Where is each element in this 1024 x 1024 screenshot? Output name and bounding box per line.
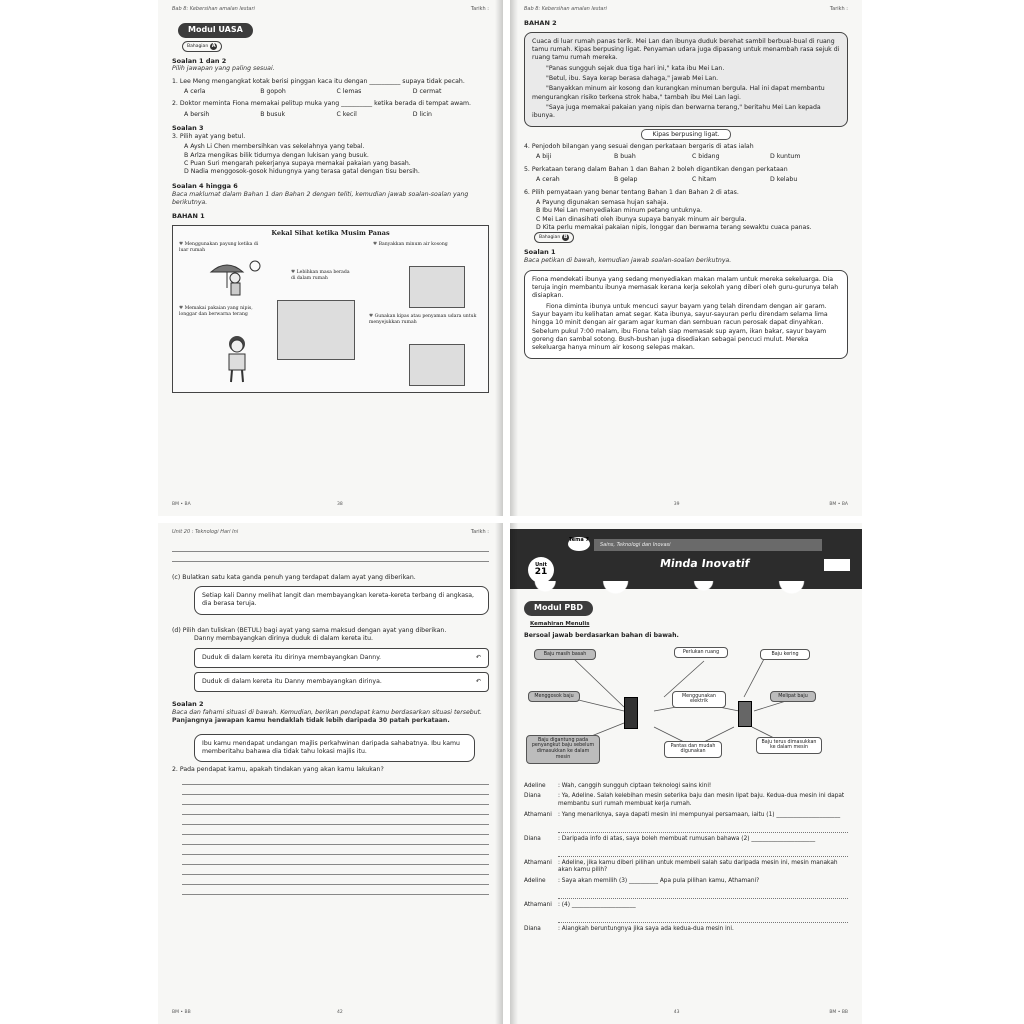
option[interactable]: D Nadia menggosok-gosok hidungnya yang terasa gatal dengan tisu bersih. <box>184 168 420 176</box>
answer-line[interactable] <box>182 875 489 885</box>
bahan-label: BAHAN 1 <box>172 212 205 221</box>
page-number: 39 <box>673 501 680 507</box>
poster-item: ♥ Menggunakan payung ketika di luar rumah <box>179 242 269 254</box>
answer-line[interactable] <box>182 835 489 845</box>
answer-line[interactable] <box>182 865 489 875</box>
section-title: Soalan 2 <box>172 700 204 709</box>
speech: : Adeline, jika kamu diberi pilihan untuk membeli salah satu daripada mesin ini, mesin manakah akan kamu pilih? <box>558 859 838 874</box>
instruction: Baca maklumat dalam Bahan 1 dan Bahan 2 dengan teliti, kemudian jawab soalan-soalan yang berikutnya. <box>172 190 469 206</box>
page-number: 38 <box>336 501 343 507</box>
option[interactable]: C kecil <box>336 110 357 118</box>
option[interactable]: A cerah <box>536 176 560 184</box>
poster-item: ♥ Memakai pakaian yang nipis, longgar dan berwarna terang <box>179 306 271 318</box>
unit-banner <box>510 529 862 589</box>
mind-map-node: Pantas dan mudah digunakan <box>664 741 722 759</box>
paragraph: Fiona diminta ibunya untuk mencuci sayur bayam yang telah direndam dengan air garam. Sayur bayam itu kelihatan amat segar. Kata ibunya, sayur-sayuran perlu direndam selama lima hingga 10 minit dengan air garam agar kuman dan sembuan racun perosak dapat dinyahkan. Sebelum pukul 7:00 malam, ibu Fiona telah siap memasak sup ayam, ikan bakar, sayur bayam goreng dan sambal sotong. Bush-bushan juga disediakan sebagai pencuci mulut. Mereka sekeluarga hanya minum air kosong selepas makan. <box>532 302 828 352</box>
fan-picture <box>409 344 465 386</box>
question-d: (d) Pilih dan tuliskan (BETUL) bagi ayat yang sama maksud dengan ayat yang diberikan. <box>172 626 447 634</box>
unit-title: Minda Inovatif <box>659 557 751 570</box>
answer-line[interactable] <box>182 785 489 795</box>
question-2: 2. Doktor meminta Fiona memakai pelitup muka yang __________ ketika berada di tempat awam. <box>172 100 472 108</box>
option[interactable]: B busuk <box>260 110 286 118</box>
option[interactable]: D kelabu <box>770 176 798 184</box>
speech: : Saya akan memilih (3) __________ Apa pula pilihan kamu, Athamani? <box>558 878 760 885</box>
footer-code: BM • BB <box>829 1009 848 1015</box>
instruction: Baca petikan di bawah, kemudian jawab soalan-soalan berikutnya. <box>524 257 732 265</box>
instruction: Baca dan fahami situasi di bawah. Kemudian, berikan pendapat kamu berdasarkan situasi tersebut. <box>172 709 483 717</box>
theme-ribbon: Sains, Teknologi dan Inovasi <box>594 539 822 551</box>
option[interactable]: B gelap <box>614 176 638 184</box>
speech: : Alangkah beruntungnya jika saya ada kedua-dua mesin ini. <box>558 925 734 932</box>
footer-code: BM • BA <box>829 501 848 507</box>
arrow-icon: ↶ <box>475 677 481 685</box>
option[interactable]: D cermat <box>412 88 442 96</box>
mind-map-node: Perlukan ruang <box>674 647 728 659</box>
word-limit-note: Panjangnya jawapan kamu hendaklah tidak lebih daripada 30 patah perkataan. <box>172 717 450 725</box>
paragraph: "Banyakkan minum air kosong dan kurangkan minuman bergula. Hal ini dapat membantu mengurangkan risiko terkena strok haba," tambah ibu Mei Lan lagi. <box>532 85 825 101</box>
section-title: Soalan 4 hingga 6 <box>172 181 238 190</box>
mind-map-node: Baju terus dimasukkan ke dalam mesin <box>756 737 822 755</box>
option-box[interactable]: Duduk di dalam kereta itu Danny membayangkan dirinya. ↶ <box>194 672 489 692</box>
section-title: Soalan 1 dan 2 <box>172 56 227 65</box>
skill-label: Kemahiran Menulis <box>530 620 590 627</box>
bahan-2-box <box>524 32 848 127</box>
mind-map-node: Menggunakan elektrik <box>672 691 726 709</box>
poster-title: Kekal Sihat ketika Musim Panas <box>271 228 390 237</box>
date-field: Tarikh : <box>829 6 848 12</box>
speech: : Daripada info di atas, saya boleh membuat rumusan bahawa (2) ______________________ <box>558 835 816 842</box>
standard-box <box>824 559 850 571</box>
arrow-icon: ↶ <box>475 653 481 661</box>
page-header: Bab 8: Kebersihan amalan lestari <box>172 6 255 12</box>
speech: : Ya, Adeline. Salah kelebihan mesin seterika baju dan mesin lipat baju. Kedua-dua mesin ini dapat membantu suri rumah membuat kerja rumah. <box>558 793 845 808</box>
option[interactable]: D Kita perlu memakai pakaian nipis, longgar dan berwarna terang sewaktu cuaca panas. <box>536 223 812 231</box>
page-number: 42 <box>336 1009 343 1015</box>
answer-line[interactable] <box>558 913 848 923</box>
page-header: Unit 20 : Teknologi Hari Ini <box>172 529 239 535</box>
folding-machine-icon <box>738 701 752 727</box>
answer-line[interactable] <box>182 805 489 815</box>
option[interactable]: A Payung digunakan semasa hujan sahaja. <box>536 198 669 206</box>
poster-item: ♥ Banyakkan minum air kosong <box>373 242 483 248</box>
answer-line[interactable] <box>172 542 489 552</box>
speaker: Diana <box>524 835 541 842</box>
bahan-label: BAHAN 2 <box>524 18 557 27</box>
modul-pbd-badge: Modul PBD <box>524 601 593 616</box>
indoor-family-picture <box>277 300 355 360</box>
option[interactable]: A cerla <box>184 88 206 96</box>
section-title: Soalan 3 <box>172 124 204 133</box>
given-sentence: Danny membayangkan dirinya duduk di dalam kereta itu. <box>194 635 374 643</box>
mind-map-node: Baju kering <box>760 649 810 661</box>
answer-line[interactable] <box>182 825 489 835</box>
mind-map-node: Baju digantung pada penyangkut baju sebelum dimasukkan ke dalam mesin <box>526 735 600 764</box>
page-number: 43 <box>673 1009 680 1015</box>
speech: : Yang menariknya, saya dapati mesin ini mempunyai persamaan, iaitu (1) ______________________ <box>558 812 841 819</box>
options-q2 <box>172 111 489 119</box>
answer-line[interactable] <box>182 795 489 805</box>
option[interactable]: A biji <box>536 153 552 161</box>
options-q3 <box>172 143 489 176</box>
option[interactable]: C lemas <box>336 88 362 96</box>
question-6: 6. Pilih pernyataan yang benar tentang Bahan 1 dan Bahan 2 di atas. <box>524 188 739 196</box>
option[interactable]: C Mei Lan dinasihati oleh ibunya supaya banyak minum air bergula. <box>536 215 747 223</box>
section-tag: Bahagian A <box>182 41 222 52</box>
answer-line[interactable] <box>182 845 489 855</box>
answer-line[interactable] <box>182 885 489 895</box>
modul-uasa-badge: Modul UASA <box>178 23 253 38</box>
option[interactable]: B buah <box>614 153 636 161</box>
paragraph: Cuaca di luar rumah panas terik. Mei Lan dan ibunya duduk berehat sambil berbual-bual di ruang tamu rumah. Kipas berpusing ligat. Penyaman udara juga dipasang untuk menambah rasa sejuk di ruang tamu rumah mereka. <box>532 37 840 62</box>
answer-line[interactable] <box>558 847 848 857</box>
speaker: Diana <box>524 925 541 932</box>
speech: : (4) ______________________ <box>558 902 636 909</box>
water-dispenser-picture <box>409 266 465 308</box>
answer-line[interactable] <box>558 823 848 833</box>
footer-code: BM • BB <box>172 1009 191 1015</box>
boy-illustration <box>217 334 257 384</box>
underlined-sentence: Kipas berpusing ligat. <box>641 129 730 140</box>
poster-bahan-1 <box>172 225 489 393</box>
passage-box <box>524 270 848 359</box>
answer-line[interactable] <box>182 815 489 825</box>
poster-item: ♥ Lebihkan masa berada di dalam rumah <box>291 270 351 282</box>
option[interactable]: A Aysh Li Chen membersihkan vas sekelahnya yang tebal. <box>184 143 365 151</box>
speaker: Athamani <box>524 859 552 866</box>
option[interactable]: A bersih <box>184 110 210 118</box>
paragraph: Fiona mendekati ibunya yang sedang menyediakan makan malam untuk mereka sekeluarga. Dia teruja ingin membantu ibunya memasak kerana kerja sekolah yang diberi oleh guru-gurunya telah disiapkan. <box>532 275 839 300</box>
workbook-page-42 <box>158 523 503 1024</box>
options-q4 <box>524 153 848 161</box>
mind-map-node: Baju masih basah <box>534 649 596 661</box>
option[interactable]: D licin <box>412 110 432 118</box>
paragraph: "Panas sungguh sejak dua tiga hari ini," kata ibu Mei Lan. <box>546 64 725 72</box>
paragraph: "Betul, ibu. Saya kerap berasa dahaga," jawab Mei Lan. <box>546 74 719 82</box>
workbook-page-39 <box>510 0 862 516</box>
mind-map-node: Melipat baju <box>770 691 816 703</box>
date-field: Tarikh : <box>470 529 489 535</box>
section-title: Soalan 1 <box>524 248 556 257</box>
speaker: Athamani <box>524 812 552 819</box>
workbook-page-43 <box>510 523 862 1024</box>
question-c: (c) Bulatkan satu kata ganda penuh yang terdapat dalam ayat yang diberikan. <box>172 573 416 581</box>
speaker: Athamani <box>524 902 552 909</box>
option-box[interactable]: Duduk di dalam kereta itu dirinya membayangkan Danny. ↶ <box>194 648 489 668</box>
options-q5 <box>524 176 848 184</box>
paragraph: "Saya juga memakai pakaian yang nipis dan berwarna terang," beritahu Mei Lan kepada ibunya. <box>532 104 821 120</box>
mind-map-node: Menggosok baju <box>528 691 580 703</box>
speaker: Adeline <box>524 782 546 789</box>
speaker: Diana <box>524 793 541 800</box>
ironing-machine-icon <box>624 697 638 729</box>
poster-item: ♥ Gunakan kipas atau penyaman udara untuk menyejukkan rumah <box>369 314 483 326</box>
option[interactable]: D kuntum <box>770 153 801 161</box>
unit-badge: Unit 21 <box>528 557 554 583</box>
sentence-box: Setiap kali Danny melihat langit dan membayangkan kereta-kereta terbang di angkasa, dia berasa teruja. <box>194 586 489 615</box>
mind-map <box>524 647 848 777</box>
option[interactable]: B gopoh <box>260 88 286 96</box>
answer-line[interactable] <box>182 775 489 785</box>
question-4: 4. Penjodoh bilangan yang sesuai dengan perkataan bergaris di atas ialah <box>524 143 754 151</box>
option[interactable]: C bidang <box>692 153 720 161</box>
section-tag: Bahagian B <box>534 232 574 243</box>
theme-badge: Tema 7 <box>568 537 590 551</box>
question-5: 5. Perkataan terang dalam Bahan 1 dan Bahan 2 boleh digantikan dengan perkataan <box>524 165 788 173</box>
page-header: Bab 8: Kebersihan amalan lestari <box>524 6 607 12</box>
footer-code: BM • BA <box>172 501 191 507</box>
question-2: 2. Pada pendapat kamu, apakah tindakan yang akan kamu lakukan? <box>172 766 384 774</box>
answer-line[interactable] <box>172 552 489 562</box>
option[interactable]: B Arlza mengikas bilik tidurnya dengan lukisan yang busuk. <box>184 151 369 159</box>
options-q6 <box>524 199 848 232</box>
question-1: 1. Lee Meng mengangkat kotak berisi pinggan kaca itu dengan __________ supaya tidak pecah. <box>172 77 465 85</box>
speech: : Wah, canggih sungguh ciptaan teknologi sains kini! <box>558 782 712 789</box>
speaker: Adeline <box>524 878 546 885</box>
option[interactable]: C hitam <box>692 176 717 184</box>
instruction: Bersoal jawab berdasarkan bahan di bawah. <box>524 632 679 640</box>
answer-line[interactable] <box>558 889 848 899</box>
question-3: 3. Pilih ayat yang betul. <box>172 132 246 140</box>
option[interactable]: B Ibu Mei Lan menyediakan minum petang untuknya. <box>536 207 703 215</box>
instruction: Pilih jawapan yang paling sesuai. <box>172 65 275 73</box>
option[interactable]: C Puan Suri mengarah pekerjanya supaya memakai pakaian yang basah. <box>184 160 411 168</box>
workbook-page-38 <box>158 0 503 516</box>
situation-box: Ibu kamu mendapat undangan majlis perkahwinan daripada sahabatnya. Ibu kamu memberitahu bahawa dia tidak tahu lokasi majlis itu. <box>194 734 475 763</box>
dialogue <box>524 783 848 934</box>
date-field: Tarikh : <box>470 6 489 12</box>
options-q1 <box>172 88 489 96</box>
umbrella-girl-illustration <box>203 258 263 302</box>
answer-line[interactable] <box>182 855 489 865</box>
